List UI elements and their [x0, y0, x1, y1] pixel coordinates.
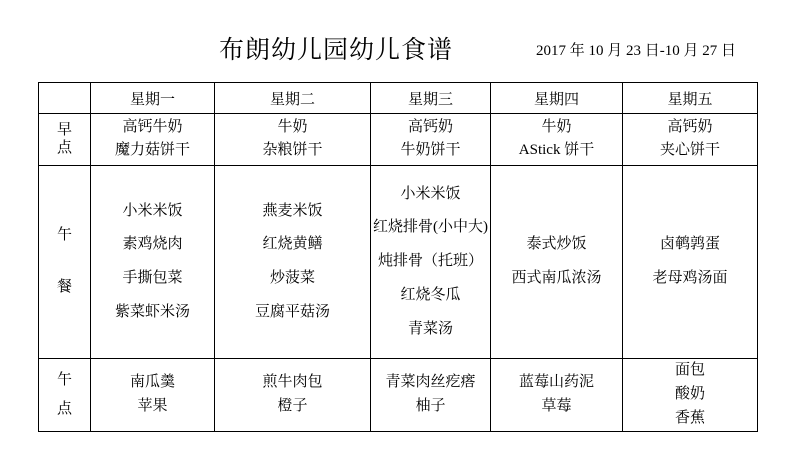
- menu-item: 素鸡烧肉: [122, 236, 183, 253]
- row-afternoon-snack: [39, 359, 758, 432]
- cell-snack-tuesday: [215, 359, 371, 432]
- cell-lunch-monday: [91, 166, 215, 359]
- cell-lunch-tuesday: [215, 166, 371, 359]
- menu-item: 草莓: [541, 398, 572, 414]
- date-range: 2017 年 10 月 23 日-10 月 27 日: [536, 43, 736, 59]
- menu-item: 南瓜羹: [129, 374, 175, 391]
- day-header-friday: 星期五: [623, 83, 758, 114]
- menu-item: 紫菜虾米汤: [114, 303, 190, 320]
- row-label-char: 午: [56, 371, 72, 388]
- menu-item: 高钙奶: [667, 119, 713, 136]
- menu-item: 苹果: [137, 398, 168, 414]
- menu-item: 高钙牛奶: [122, 119, 183, 136]
- menu-item: 小米米饭: [122, 202, 183, 219]
- menu-item: 燕麦米饭: [262, 202, 323, 219]
- menu-item: 红烧排骨(小中大): [373, 219, 488, 236]
- menu-item: 红烧黄鳝: [262, 236, 323, 253]
- row-label-char: 点: [56, 400, 72, 417]
- menu-table: [38, 82, 758, 432]
- cell-snack-thursday: [491, 359, 623, 432]
- menu-item: 青菜肉丝疙瘩: [385, 374, 476, 391]
- menu-item: 高钙奶: [407, 119, 453, 136]
- corner-cell: [39, 83, 91, 114]
- menu-item: 牛奶: [541, 119, 572, 136]
- day-header-tuesday: 星期二: [215, 83, 371, 114]
- row-lunch: [39, 166, 758, 359]
- page-title: 布朗幼儿园幼儿食谱: [219, 37, 454, 64]
- menu-item: 青菜汤: [407, 320, 453, 337]
- menu-item: 红烧冬瓜: [400, 286, 461, 303]
- day-header-wednesday: 星期三: [371, 83, 491, 114]
- menu-item: 香蕉: [674, 409, 705, 426]
- cell-breakfast-thursday: [491, 114, 623, 166]
- row-label-afternoon-snack: [39, 359, 91, 432]
- row-breakfast: [39, 114, 758, 166]
- row-label-lunch: [39, 166, 91, 359]
- menu-item: 橙子: [277, 398, 308, 414]
- menu-item: 炒菠菜: [269, 270, 315, 286]
- day-header-thursday: 星期四: [491, 83, 623, 114]
- cell-lunch-friday: [623, 166, 758, 359]
- cell-breakfast-wednesday: [371, 114, 491, 166]
- header-row: [39, 83, 758, 114]
- menu-item: 夹心饼干: [659, 142, 720, 158]
- cell-snack-friday: [623, 359, 758, 432]
- menu-item: 魔力菇饼干: [114, 142, 190, 158]
- menu-item: 老母鸡汤面: [652, 270, 728, 286]
- menu-item: 面包: [674, 362, 705, 379]
- menu-item: 柚子: [415, 398, 446, 414]
- row-label-char: 点: [56, 139, 72, 156]
- row-label-char: 餐: [56, 279, 72, 295]
- menu-item: 豆腐平菇汤: [254, 303, 330, 320]
- menu-item: 蓝莓山药泥: [518, 374, 594, 391]
- menu-item: 小米米饭: [400, 185, 461, 202]
- row-label-char: 午: [56, 227, 72, 244]
- menu-item: 西式南瓜浓汤: [511, 270, 602, 286]
- menu-item: 泰式炒饭: [526, 236, 587, 253]
- row-label-breakfast: [39, 114, 91, 166]
- cell-breakfast-tuesday: [215, 114, 371, 166]
- menu-item: 煎牛肉包: [262, 374, 323, 391]
- cell-breakfast-monday: [91, 114, 215, 166]
- menu-item: 炖排骨（托班）: [377, 253, 483, 270]
- menu-item: 手撕包菜: [122, 270, 183, 286]
- menu-item: 酸奶: [674, 386, 705, 403]
- cell-breakfast-friday: [623, 114, 758, 166]
- menu-item: AStick 饼干: [518, 142, 595, 158]
- cell-lunch-thursday: [491, 166, 623, 359]
- cell-snack-monday: [91, 359, 215, 432]
- day-header-monday: 星期一: [91, 83, 215, 114]
- row-label-char: 早: [56, 121, 72, 138]
- cell-lunch-wednesday: [371, 166, 491, 359]
- menu-item: 杂粮饼干: [262, 142, 323, 158]
- menu-item: 卤鹌鹑蛋: [659, 236, 720, 253]
- cell-snack-wednesday: [371, 359, 491, 432]
- menu-item: 牛奶: [277, 119, 308, 136]
- menu-item: 牛奶饼干: [400, 142, 461, 158]
